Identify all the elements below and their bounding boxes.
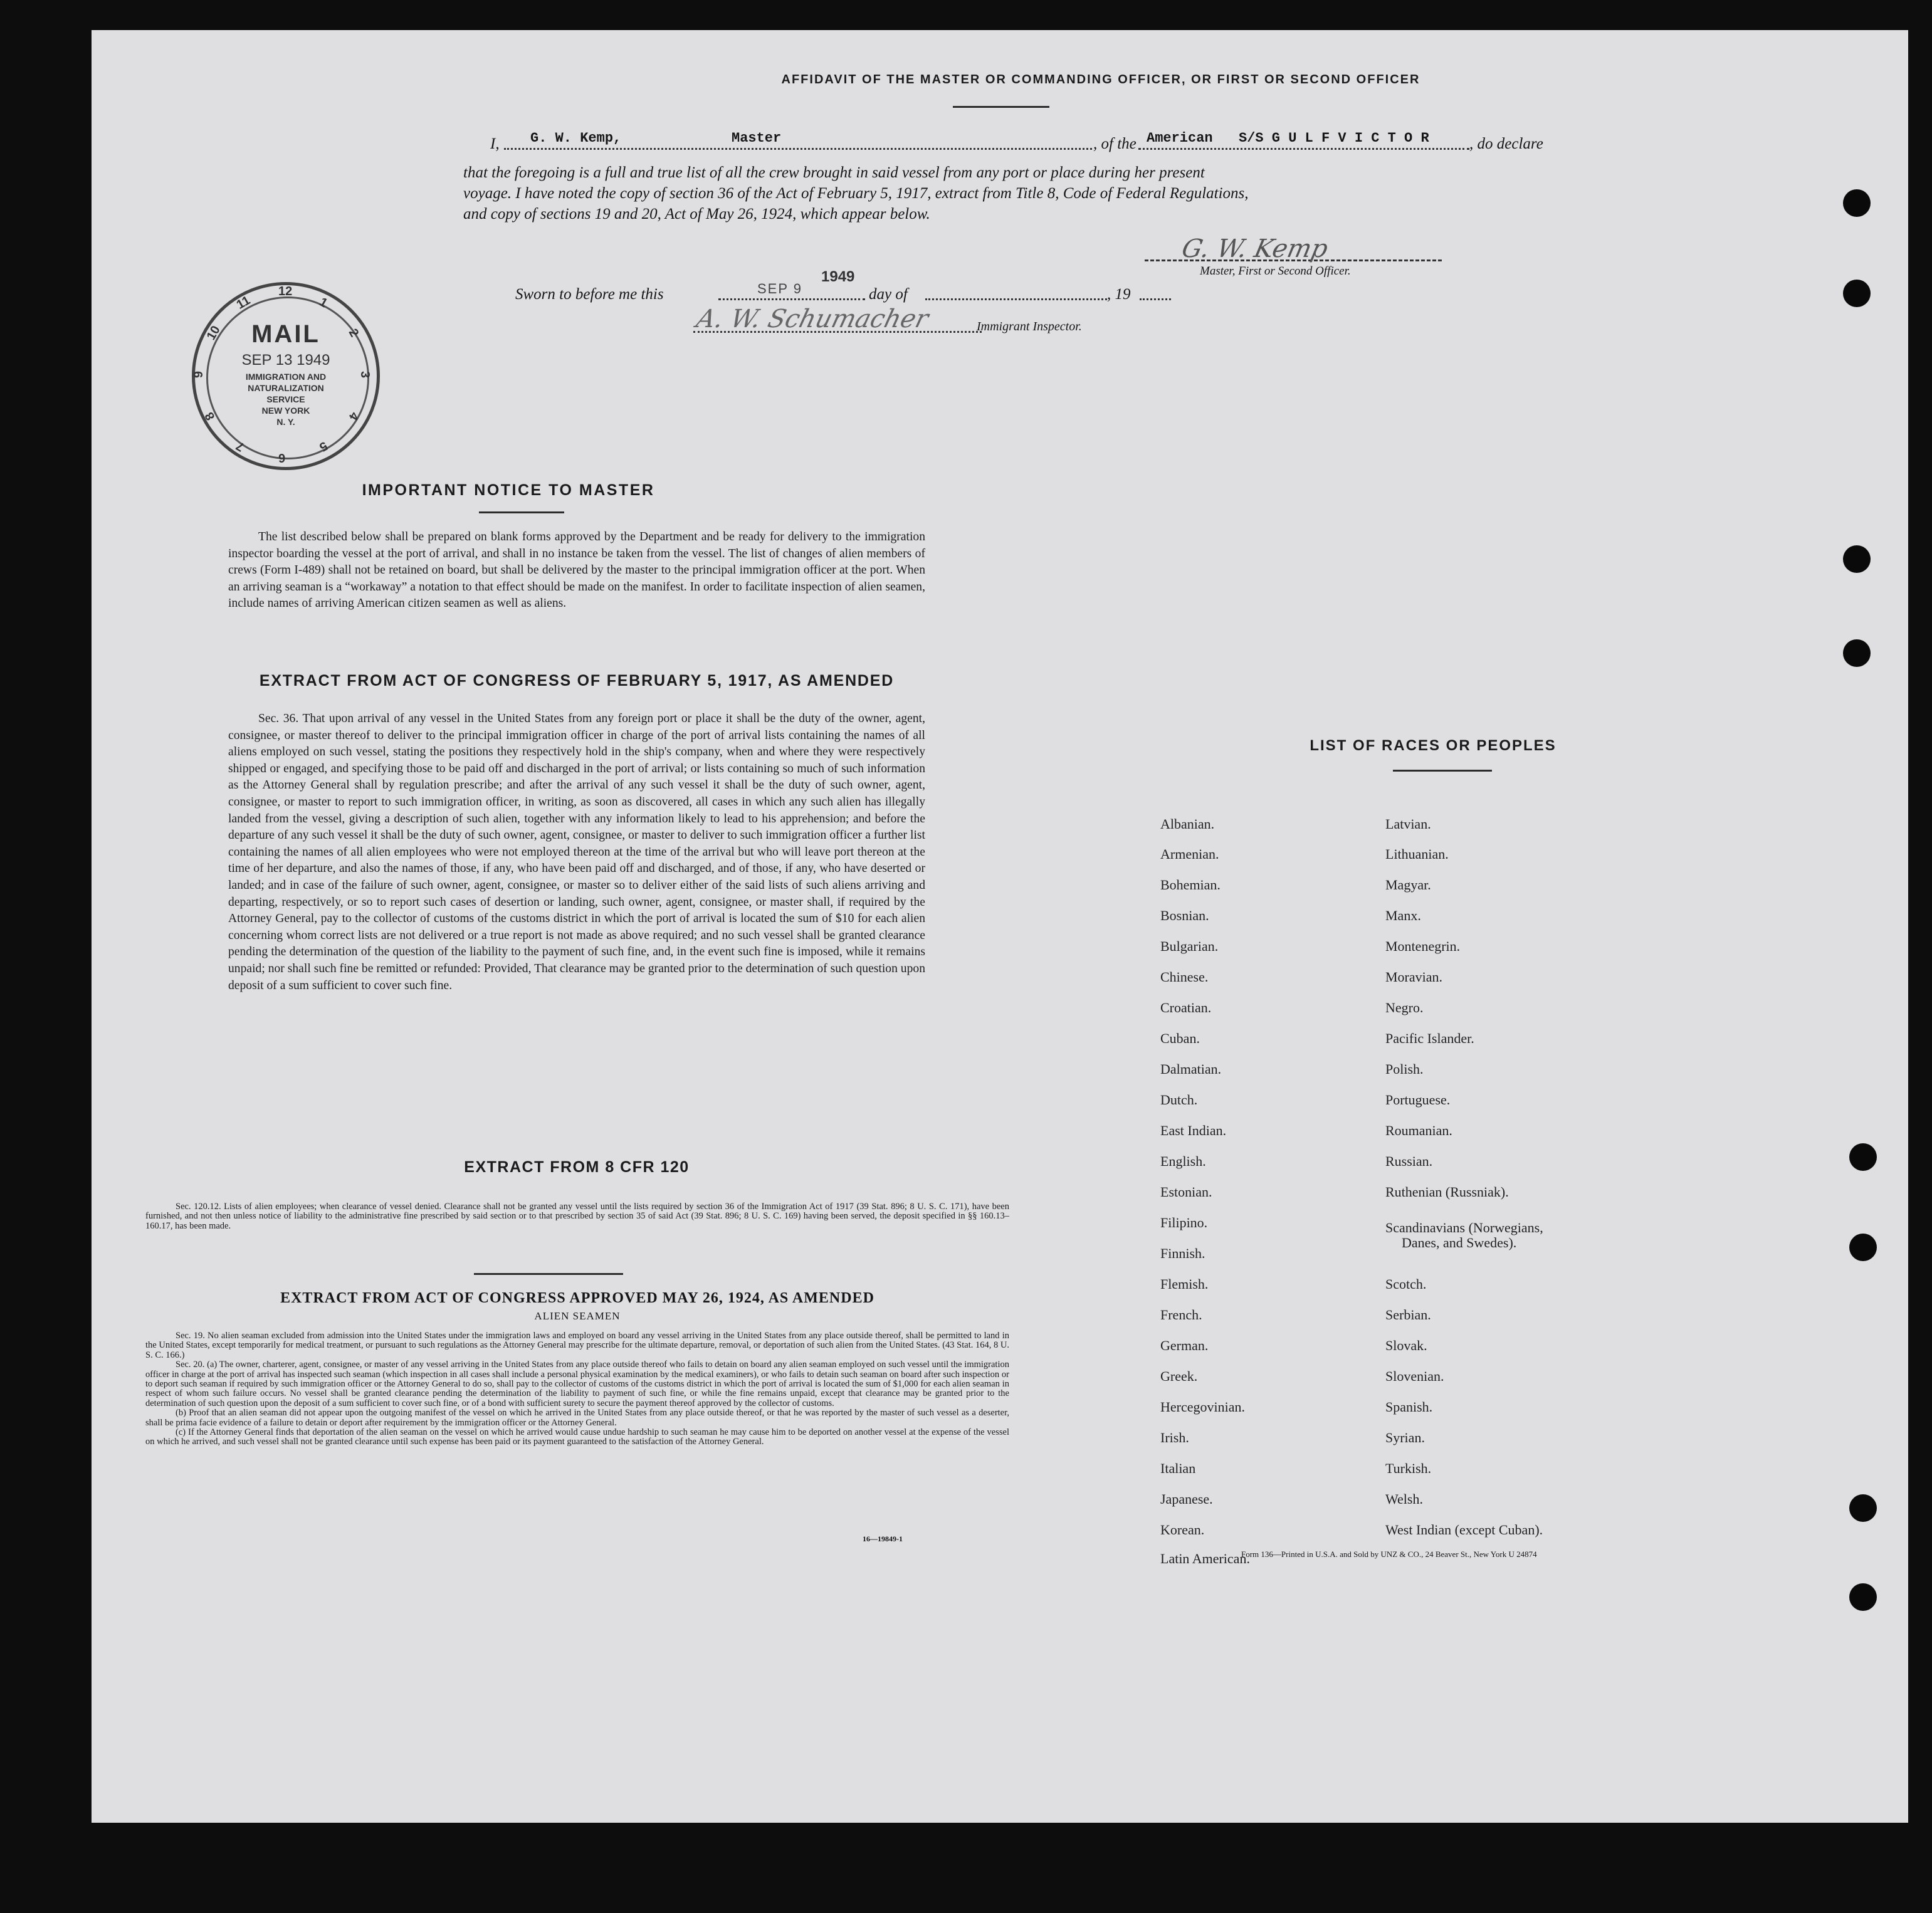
- stamp-ring-number: 7: [233, 438, 247, 454]
- master-name: G. W. Kemp,: [530, 130, 622, 146]
- race-item: French.: [1160, 1307, 1202, 1323]
- notice-title: IMPORTANT NOTICE TO MASTER: [362, 481, 655, 499]
- printer-line: Form 136—Printed in U.S.A. and Sold by UNZ & CO., 24 Beaver St., New York U 24874: [1241, 1549, 1537, 1559]
- stamp-mail: MAIL: [251, 320, 320, 348]
- race-item: Hercegovinian.: [1160, 1399, 1245, 1415]
- extract-cfr-text: Sec. 120.12. Lists of alien employees; when clearance of vessel denied. Clearance shall not be granted any vessel until the lists required by section 36 of the Immigration Act of 1917 (39 Stat. 896; 8 U. S. C. 171), have been furnished, and not then unless notice of liability to the administrative fine prescribed by said section or to that prescribed by section 35 of said Act (39 Stat. 896; 8 U. S. C. 169) having been served, the deposit specified in §§ 160.13–160.17, has been made.: [145, 1202, 1009, 1231]
- name-blank-line: [504, 148, 1092, 150]
- race-item: Syrian.: [1385, 1430, 1425, 1445]
- race-item: Welsh.: [1385, 1491, 1423, 1507]
- binder-hole: [1843, 189, 1871, 217]
- extract-1924-subtitle: ALIEN SEAMEN: [534, 1310, 621, 1322]
- race-item: Bosnian.: [1160, 908, 1209, 923]
- race-item: Japanese.: [1160, 1491, 1213, 1507]
- month-line: [925, 298, 1107, 300]
- race-item: Roumanian.: [1385, 1123, 1452, 1138]
- extract-1924-body: [145, 1331, 1009, 1447]
- race-item: Danes, and Swedes).: [1402, 1235, 1517, 1250]
- binder-hole: [1843, 639, 1871, 667]
- race-item: Serbian.: [1385, 1307, 1431, 1323]
- stamp-line3: IMMIGRATION AND: [245, 372, 327, 382]
- form-number: 16—19849-1: [863, 1534, 903, 1543]
- race-item: Latvian.: [1385, 816, 1431, 832]
- race-item: Finnish.: [1160, 1245, 1205, 1261]
- race-item: Lithuanian.: [1385, 846, 1449, 862]
- vessel-blank-line: [1138, 148, 1469, 150]
- binder-hole: [1843, 280, 1871, 307]
- race-item: Estonian.: [1160, 1184, 1212, 1200]
- race-item: Chinese.: [1160, 969, 1209, 985]
- race-item: Manx.: [1385, 908, 1421, 923]
- stamp-date: SEP 13 1949: [241, 352, 330, 369]
- race-item: Latin American.: [1160, 1551, 1250, 1566]
- race-item: Pacific Islander.: [1385, 1030, 1474, 1046]
- race-item: Filipino.: [1160, 1215, 1208, 1230]
- race-item: Scandinavians (Norwegians,: [1385, 1220, 1543, 1235]
- binder-hole: [1849, 1494, 1877, 1522]
- race-item: Armenian.: [1160, 846, 1219, 862]
- race-item: Scotch.: [1385, 1276, 1427, 1292]
- races-rule: [1393, 770, 1492, 772]
- race-item: German.: [1160, 1338, 1209, 1353]
- race-item: Spanish.: [1385, 1399, 1433, 1415]
- race-item: Russian.: [1385, 1153, 1433, 1169]
- race-item: Magyar.: [1385, 877, 1431, 893]
- race-item: Bulgarian.: [1160, 938, 1219, 954]
- stamp-line6: NEW YORK: [261, 406, 310, 416]
- mail-date-stamp: [192, 282, 380, 470]
- day-of-label: day of: [869, 286, 908, 303]
- master-rank: Master: [732, 130, 782, 146]
- race-item: West Indian (except Cuban).: [1385, 1522, 1543, 1538]
- race-item: Irish.: [1160, 1430, 1189, 1445]
- extract-1917-title: EXTRACT FROM ACT OF CONGRESS OF FEBRUARY 5, 1917, AS AMENDED: [259, 672, 895, 689]
- race-item: Slovenian.: [1385, 1368, 1444, 1384]
- binder-hole: [1849, 1583, 1877, 1611]
- binder-hole: [1849, 1143, 1877, 1171]
- stamp-ring-number: 12: [278, 285, 293, 298]
- sec20b-text: (b) Proof that an alien seaman did not appear upon the outgoing manifest of the vessel on which he arrived in the United States from any place outside thereof, or that he was reported by the master of such vessel as a deserter, shall be prima facie evidence of a failure to detain or deport after requirement by the immigration officer or the Attorney General.: [145, 1408, 1009, 1428]
- stamp-ring-number: 10: [204, 323, 223, 343]
- race-item: Croatian.: [1160, 1000, 1212, 1015]
- inspector-signature: A. W. Schumacher: [693, 305, 932, 333]
- binder-hole: [1843, 545, 1871, 573]
- notice-rule: [479, 511, 564, 513]
- notice-text: The list described below shall be prepared on blank forms approved by the Department and be ready for delivery to the immigration inspector boarding the vessel at the port of arrival, and shall in no instance be taken from the vessel. The list of changes of alien members of crews (Form I-489) shall not be retained on board, but shall be delivered by the master to the principal immigration officer at the port. When an arriving seaman is a “workaway” a notation to that effect should be made on the manifest. In order to facilitate inspection of alien seamen, include names of arriving American citizen seamen as well as aliens.: [228, 530, 925, 611]
- vessel-name: S/S G U L F V I C T O R: [1239, 130, 1429, 146]
- vessel-nationality: American: [1147, 130, 1213, 146]
- affidavit-title: AFFIDAVIT OF THE MASTER OR COMMANDING OFFICER, OR FIRST OR SECOND OFFICER: [781, 73, 1420, 86]
- race-item: English.: [1160, 1153, 1206, 1169]
- stamp-ring-number: 11: [234, 293, 253, 312]
- race-item: Korean.: [1160, 1522, 1205, 1538]
- race-item: Dutch.: [1160, 1092, 1198, 1108]
- race-item: Greek.: [1160, 1368, 1198, 1384]
- sworn-prefix: Sworn to before me this: [515, 286, 664, 303]
- year-line: [1140, 298, 1171, 300]
- race-item: East Indian.: [1160, 1123, 1227, 1138]
- race-item: Montenegrin.: [1385, 938, 1461, 954]
- race-item: Cuban.: [1160, 1030, 1200, 1046]
- race-item: Albanian.: [1160, 816, 1215, 832]
- inspector-caption: Immigrant Inspector.: [977, 320, 1082, 333]
- binder-hole: [1849, 1234, 1877, 1261]
- do-declare-label: , do declare: [1469, 135, 1543, 152]
- extract-1917-text: Sec. 36. That upon arrival of any vessel in the United States from any foreign port or place it shall be the duty of the owner, agent, consignee, or master thereof to deliver to the principal immigration officer in charge of the port of arrival lists containing the names of all aliens employed on such vessel, stating the positions they respectively hold in the ship's company, when and where they were respectively shipped or engaged, and specifying those to be paid off and discharged in the port of arrival; or lists containing so much of such information as the Attorney General shall by regulation prescribe; and after the arrival of any such vessel it shall be the duty of such owner, agent, consignee, or master to report to such immigration officer, in writing, as soon as discovered, all cases in which any such alien has illegally landed from the vessel, giving a description of such alien, together with any information likely to lead to his apprehension; and before the departure of any such vessel it shall be the duty of such owner, agent, consignee, or master to deliver to such immigration officer a further list containing the names of all alien employees who were not employed thereon at the time of the arrival but who will leave port thereon at the time of her departure, and also the names of those, if any, who have been paid off and discharged, and of those, if any, who have deserted or landed; and in case of the failure of such owner, agent, consignee, or master so to deliver either of the said lists of such aliens arriving and departing, respectively, or so to report such cases of desertion or landing, such owner, agent, consignee, or master shall, if required by the Attorney General, pay to the collector of customs of the customs district in which the port of arrival is located the sum of $10 for each alien concerning whom correct lists are not delivered or a true report is not made as above required; and no such vessel shall be granted clearance pending the determination of the question of the liability to the payment of such fine, and, in the event such fine is imposed, while it remains unpaid; nor shall such fine be remitted or refunded: Provided, That clearance may be granted prior to the determination of such question upon deposit of a sum sufficient to cover such fine.: [228, 712, 925, 992]
- race-item: Ruthenian (Russniak).: [1385, 1184, 1509, 1200]
- race-item: Moravian.: [1385, 969, 1443, 985]
- stamp-line4: NATURALIZATION: [248, 383, 324, 393]
- title-rule: [953, 106, 1049, 108]
- sec20a-text: Sec. 20. (a) The owner, charterer, agent, consignee, or master of any vessel arriving in the United States from any place outside thereof who fails to detain on board any alien seaman employed on such vessel until the immigration officer in charge at the port of arrival has inspected such seaman (which inspection in all cases shall include a personal physical examination by the medical examiners), or who fails to detain such seaman on board after such inspection or to deport such seaman if required by such immigration officer or the Attorney General to do so, shall pay to the collector of customs of the customs district in which the port of arrival is located the sum of $1,000 for each alien seaman in respect of whom such failure occurs. No vessel shall be granted clearance pending the determination of the liability to payment of such fine, or while the fine remains unpaid, except that clearance may be granted prior to the determination of such question upon the deposit of a sum sufficient to cover such fine, or of a bond with sufficient surety to secure the payment thereof approved by the collector of customs.: [145, 1360, 1009, 1408]
- stamp-ring-number: 1: [317, 295, 330, 311]
- race-item: Turkish.: [1385, 1460, 1432, 1476]
- stamp-ring-number: 4: [346, 409, 362, 423]
- races-title: LIST OF RACES OR PEOPLES: [1310, 737, 1557, 754]
- stamp-line5: SERVICE: [266, 394, 305, 404]
- race-item: Portuguese.: [1385, 1092, 1451, 1108]
- of-the-label: , of the: [1093, 135, 1137, 152]
- race-item: Slovak.: [1385, 1338, 1427, 1353]
- master-signature: G. W. Kemp: [1179, 234, 1331, 263]
- year-prefix: , 19: [1107, 286, 1131, 303]
- sworn-date-stamp: SEP 9: [757, 281, 802, 296]
- race-item: Dalmatian.: [1160, 1061, 1222, 1077]
- race-item: Bohemian.: [1160, 877, 1221, 893]
- race-item: Italian: [1160, 1460, 1196, 1476]
- sec20c-text: (c) If the Attorney General finds that deportation of the alien seaman on the vessel on which he arrived would cause undue hardship to such seaman he may cause him to be deported on another vessel at the expense of the vessel on which he arrived, and such vessel shall not be granted clearance until such expense has been paid or its payment guaranteed to the satisfaction of the Attorney General.: [145, 1427, 1009, 1447]
- stamp-ring-number: 3: [358, 370, 372, 379]
- sworn-year-stamp: 1949: [821, 268, 855, 285]
- race-item: Polish.: [1385, 1061, 1424, 1077]
- extract-cfr-title: EXTRACT FROM 8 CFR 120: [464, 1158, 690, 1176]
- affidavit-text-line3: and copy of sections 19 and 20, Act of May 26, 1924, which appear below.: [463, 206, 930, 223]
- affidavit-i-prefix: I,: [490, 135, 500, 152]
- cfr-rule: [474, 1273, 623, 1275]
- stamp-ring-number: 2: [346, 326, 362, 340]
- stamp-line7: N. Y.: [276, 417, 295, 427]
- signature-caption: Master, First or Second Officer.: [1200, 265, 1351, 278]
- extract-1924-title: EXTRACT FROM ACT OF CONGRESS APPROVED MAY 26, 1924, AS AMENDED: [280, 1290, 874, 1306]
- race-item: Negro.: [1385, 1000, 1424, 1015]
- affidavit-text-line1: that the foregoing is a full and true list of all the crew brought in said vessel from any port or place during her present: [463, 164, 1205, 181]
- affidavit-text-line2: voyage. I have noted the copy of section 36 of the Act of February 5, 1917, extract from Title 8, Code of Federal Regulations,: [463, 185, 1249, 202]
- stamp-ring-number: 9: [192, 370, 206, 379]
- document-page: [92, 30, 1908, 1823]
- stamp-ring-number: 6: [278, 451, 286, 464]
- stamp-ring-number: 5: [317, 438, 330, 454]
- race-item: Flemish.: [1160, 1276, 1209, 1292]
- stamp-ring-number: 8: [202, 409, 218, 423]
- sec19-text: Sec. 19. No alien seaman excluded from admission into the United States under the immigration laws and employed on board any vessel arriving in the United States from any place outside thereof, shall be permitted to land in the United States, except temporarily for medical treatment, or pursuant to such regulations as the Attorney General may prescribe for the ultimate departure, removal, or deportation of such alien from the United States. (43 Stat. 164, 8 U. S. C. 166.): [145, 1331, 1009, 1360]
- sworn-day-line: [718, 298, 865, 300]
